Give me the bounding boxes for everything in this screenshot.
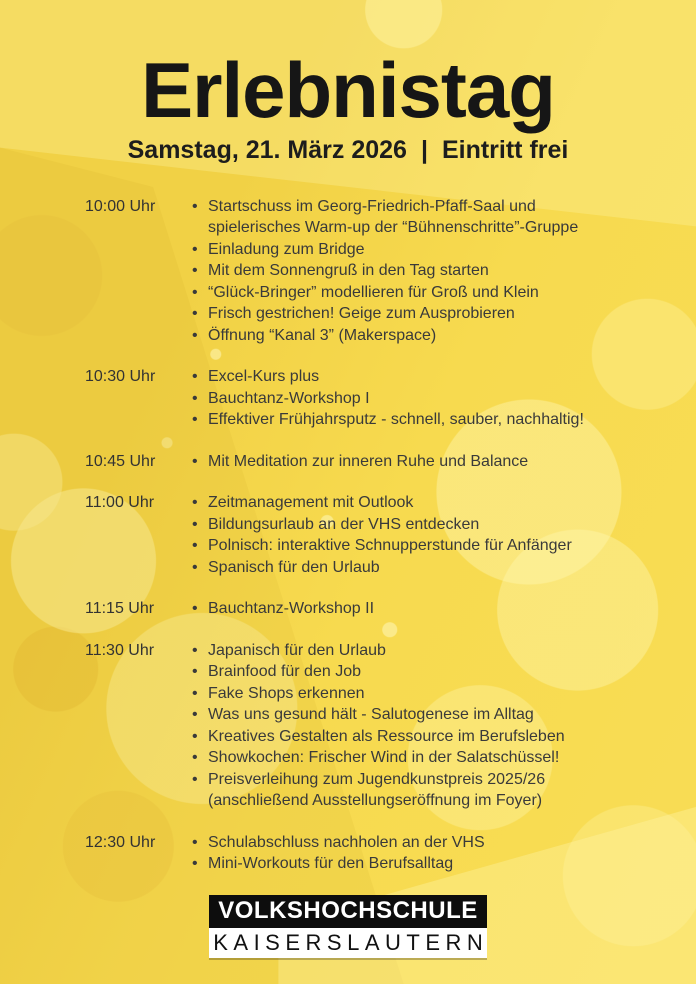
event-item <box>192 598 374 620</box>
bullet-icon: • <box>192 537 198 555</box>
event-item <box>192 366 584 388</box>
bullet-icon: • <box>192 855 198 873</box>
bullet-icon: • <box>192 452 198 470</box>
bullet-icon: • <box>192 663 198 681</box>
event-item-text: Mini-Workouts für den Berufsalltag <box>208 855 454 873</box>
event-item <box>192 325 612 347</box>
event-item <box>192 239 612 261</box>
event-item-text: Bildungsurlaub an der VHS entdecken <box>208 515 480 533</box>
event-list <box>192 598 374 620</box>
event-item-text: Excel-Kurs plus <box>208 368 320 386</box>
event-item-text: Frisch gestrichen! Geige zum Ausprobieren <box>208 305 515 323</box>
bullet-icon: • <box>192 368 198 386</box>
admission-text: Eintritt frei <box>441 135 569 164</box>
event-item-text: Polnisch: interaktive Schnupperstunde für Anfänger <box>208 537 572 555</box>
bullet-icon: • <box>192 706 198 724</box>
time-label: 10:45 Uhr <box>85 452 156 470</box>
bullet-icon: • <box>192 411 198 429</box>
event-item-text: Was uns gesund hält - Salutogenese im Alltag <box>208 706 534 724</box>
event-item <box>192 661 612 683</box>
event-list <box>192 640 612 812</box>
event-item <box>192 303 612 325</box>
event-item <box>192 535 572 557</box>
schedule-section <box>85 640 696 812</box>
event-item <box>192 704 612 726</box>
event-date: Samstag, 21. März 2026 <box>127 135 407 164</box>
event-item-text: Öffnung “Kanal 3” (Makerspace) <box>208 326 437 344</box>
time-label: 11:15 Uhr <box>85 600 155 618</box>
event-item-text: Brainfood für den Job <box>208 663 361 681</box>
time-label: 11:30 Uhr <box>85 641 155 659</box>
event-list <box>192 492 572 578</box>
vhs-logo <box>209 895 487 958</box>
event-item-text: Effektiver Frühjahrsputz - schnell, sauber, nachhaltig! <box>208 411 584 429</box>
bullet-icon: • <box>192 326 198 344</box>
event-item-text: Zeitmanagement mit Outlook <box>208 494 414 512</box>
event-list <box>192 196 612 347</box>
bullet-icon: • <box>192 727 198 745</box>
event-item-text: Showkochen: Frischer Wind in der Salatschüssel! <box>208 749 560 767</box>
event-list <box>192 832 485 875</box>
event-item <box>192 196 612 239</box>
event-item-text: Einladung zum Bridge <box>208 240 365 258</box>
time-label: 12:30 Uhr <box>85 833 156 851</box>
bullet-icon: • <box>192 833 198 851</box>
event-item <box>192 769 612 812</box>
event-item <box>192 514 572 536</box>
event-item-text: Spanisch für den Urlaub <box>208 558 380 576</box>
bullet-icon: • <box>192 770 198 788</box>
schedule-section <box>85 196 696 347</box>
event-item <box>192 832 485 854</box>
bullet-icon: • <box>192 305 198 323</box>
bullet-icon: • <box>192 283 198 301</box>
bullet-icon: • <box>192 641 198 659</box>
event-item-text: Preisverleihung zum Jugendkunstpreis 2025/26 (anschließend Ausstellungseröffnung im Foyer) <box>208 770 546 810</box>
bullet-icon: • <box>192 197 198 215</box>
time-label: 11:00 Uhr <box>85 494 155 512</box>
bullet-icon: • <box>192 262 198 280</box>
bullet-icon: • <box>192 494 198 512</box>
event-item <box>192 726 612 748</box>
event-item-text: Mit dem Sonnengruß in den Tag starten <box>208 262 489 280</box>
bullet-icon: • <box>192 240 198 258</box>
schedule-section <box>85 492 696 578</box>
bullet-icon: • <box>192 749 198 767</box>
schedule <box>0 196 696 875</box>
event-item-text: Mit Meditation zur inneren Ruhe und Balance <box>208 452 529 470</box>
time-label: 10:00 Uhr <box>85 197 156 215</box>
event-item-text: Japanisch für den Urlaub <box>208 641 386 659</box>
event-item <box>192 282 612 304</box>
event-item <box>192 409 584 431</box>
event-item-text: Fake Shops erkennen <box>208 684 365 702</box>
event-item <box>192 451 528 473</box>
event-item <box>192 557 572 579</box>
event-item-text: Bauchtanz-Workshop I <box>208 389 370 407</box>
event-item <box>192 853 485 875</box>
event-item-text: Schulabschluss nachholen an der VHS <box>208 833 485 851</box>
event-item-text: “Glück-Bringer” modellieren für Groß und Klein <box>208 283 539 301</box>
logo-line-kaiserslautern: KAISERSLAUTERN <box>209 928 487 958</box>
page-title: Erlebnistag <box>141 46 555 134</box>
schedule-section <box>85 598 696 620</box>
event-item <box>192 683 612 705</box>
separator-pipe: | <box>420 135 428 164</box>
bullet-icon: • <box>192 515 198 533</box>
time-label: 10:30 Uhr <box>85 368 156 386</box>
event-list <box>192 366 584 431</box>
event-date-line <box>0 136 696 165</box>
logo-line-volkshochschule: VOLKSHOCHSCHULE <box>209 895 487 928</box>
bullet-icon: • <box>192 558 198 576</box>
event-item-text: Bauchtanz-Workshop II <box>208 600 375 618</box>
event-item-text: Kreatives Gestalten als Ressource im Berufsleben <box>208 727 565 745</box>
event-item <box>192 260 612 282</box>
bullet-icon: • <box>192 684 198 702</box>
event-item <box>192 492 572 514</box>
bullet-icon: • <box>192 600 198 618</box>
schedule-section <box>85 451 696 473</box>
schedule-section <box>85 366 696 431</box>
bullet-icon: • <box>192 389 198 407</box>
event-item <box>192 388 584 410</box>
event-item <box>192 640 612 662</box>
event-item-text: Startschuss im Georg-Friedrich-Pfaff-Saal und spielerisches Warm-up der “Bühnenschritte”-Gruppe <box>208 197 579 237</box>
schedule-section <box>85 832 696 875</box>
event-item <box>192 747 612 769</box>
event-list <box>192 451 528 473</box>
